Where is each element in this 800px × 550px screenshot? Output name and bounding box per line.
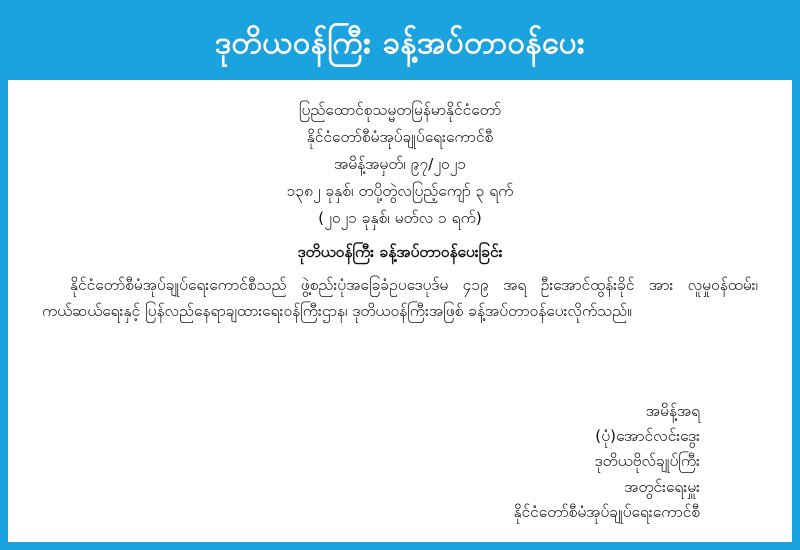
banner-title: ဒုတိယဝန်ကြီး ခန့်အပ်တာဝန်ပေး — [215, 25, 585, 62]
document-subject: ဒုတိယဝန်ကြီး ခန့်အပ်တာဝန်ပေးခြင်း — [297, 243, 503, 262]
document-body-paragraph: နိုင်ငံတော်စီမံအုပ်ချုပ်ရေးကောင်စီသည် ဖွဲ့စည်းပုံအခြေခံဥပဒေပုဒ်မ ၄၁၉ အရ ဦးအောင်ထွန်းခိုင် အား လူမှုဝန်ထမ်း၊ ကယ်ဆယ်ရေးနှင့် ပြန်လည်နေရာချထားရေးဝန်ကြီးဌာန၊ ဒုတိယဝန်ကြီးအဖြစ် ခန့်အပ်တာဝန်ပေးလိုက်သည်။ — [42, 276, 758, 321]
header-line: ပြည်ထောင်စုသမ္မတမြန်မာနိုင်ငံတော် — [298, 101, 502, 119]
document-page — [8, 8, 792, 542]
header-line: အမိန့်အမှတ်၊ ၉၇/၂၀၂၁ — [334, 155, 466, 174]
header-line: ၁၃၈၂ ခုနှစ်၊ တပို့တွဲလပြည့်ကျော် ၃ ရက် — [286, 182, 514, 201]
signature-line: အတွင်းရေးမှူး — [624, 477, 700, 496]
signature-line: ဒုတိယဗိုလ်ချုပ်ကြီး — [594, 452, 700, 471]
header-line: နိုင်ငံတော်စီမံအုပ်ချုပ်ရေးကောင်စီ — [306, 128, 494, 147]
signature-line: နိုင်ငံတော်စီမံအုပ်ချုပ်ရေးကောင်စီ — [513, 502, 700, 521]
signature-line: အမိန့်အရ — [645, 401, 700, 420]
document-body-block — [42, 272, 758, 325]
document-content — [8, 80, 792, 542]
document-signature-block — [42, 400, 758, 532]
signature-line: (ပုံ)အောင်လင်းဒွေး — [595, 427, 700, 445]
document-banner — [8, 8, 792, 80]
header-line: (၂၀၂၁ ခုနှစ်၊ မတ်လ ၁ ရက်) — [318, 209, 482, 228]
document-header-block — [42, 98, 758, 233]
